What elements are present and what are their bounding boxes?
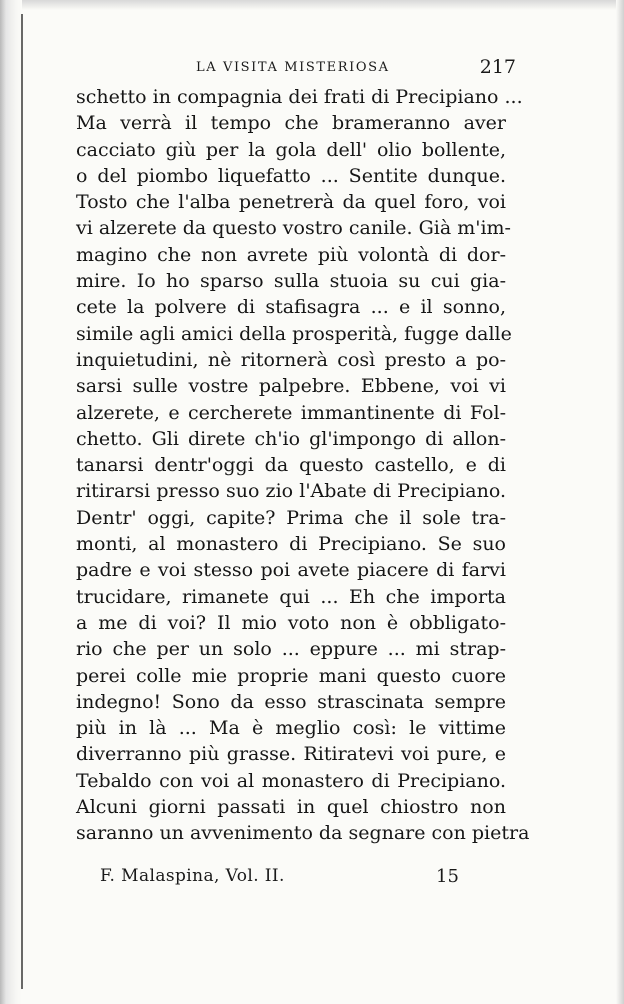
page-header [80, 54, 516, 84]
text-line: Tebaldo con voi al monastero di Precipiano. [76, 769, 506, 792]
body-text [76, 84, 530, 847]
text-line: simile agli amici della prosperità, fugge dalle [76, 322, 512, 345]
text-line: trucidare, rimanete qui ... Eh che importa [76, 585, 506, 608]
text-line: saranno un avvenimento da segnare con pietra [76, 822, 530, 845]
text-line: perei colle mie proprie mani questo cuore [76, 664, 506, 687]
text-line: indegno! Sono da esso strascinata sempre [76, 690, 506, 713]
text-line: cacciato giù per la gola dell' olio bollente, [76, 138, 506, 161]
text-line: più in là ... Ma è meglio così: le vittime [76, 717, 506, 740]
text-line: ritirarsi presso suo zio l'Abate di Precipiano. [76, 480, 506, 503]
text-line: magino che non avrete più volontà di dor- [76, 243, 506, 266]
text-line: vi alzerete da questo vostro canile. Già m'im- [76, 217, 511, 240]
text-line: Ma verrà il tempo che brameranno aver [76, 112, 506, 135]
text-line: Tosto che l'alba penetrerà da quel foro, voi [76, 191, 506, 214]
running-head: LA VISITA MISTERIOSA [196, 60, 390, 75]
text-line: alzerete, e cercherete immantinente di Fol- [76, 401, 506, 424]
text-line: o del piombo liquefatto ... Sentite dunque. [76, 164, 506, 187]
text-line: Alcuni giorni passati in quel chiostro non [76, 796, 506, 819]
signature-number: 15 [436, 866, 459, 887]
page-number: 217 [479, 56, 516, 78]
page-top-edge [0, 0, 624, 10]
text-line: tanarsi dentr'oggi da questo castello, e di [76, 454, 506, 477]
text-line: padre e voi stesso poi avete piacere di farvi [76, 559, 506, 582]
text-line: diverranno più grasse. Ritiratevi voi pure, e [76, 743, 506, 766]
text-line: schetto in compagnia dei frati di Precipiano ... [76, 86, 523, 108]
page-binding-edge [0, 0, 22, 1004]
text-line: Dentr' oggi, capite? Prima che il sole tra- [76, 506, 506, 529]
page-footer [76, 862, 516, 892]
text-line: monti, al monastero di Precipiano. Se suo [76, 533, 506, 556]
binding-fold-line [21, 14, 23, 989]
printer-signature: F. Malaspina, Vol. II. [100, 866, 285, 886]
text-line: cete la polvere di stafisagra ... e il sonno, [76, 296, 506, 319]
text-line: rio che per un solo ... eppure ... mi strap- [76, 638, 506, 661]
text-line: chetto. Gli direte ch'io gl'impongo di allon- [76, 427, 506, 450]
text-line: sarsi sulle vostre palpebre. Ebbene, voi vi [76, 375, 506, 398]
text-line: inquietudini, nè ritornerà così presto a po- [76, 348, 506, 371]
page-right-edge [616, 0, 624, 1004]
text-line: mire. Io ho sparso sulla stuoia su cui gia- [76, 270, 506, 293]
text-line: a me di voi? Il mio voto non è obbligato- [76, 611, 506, 634]
